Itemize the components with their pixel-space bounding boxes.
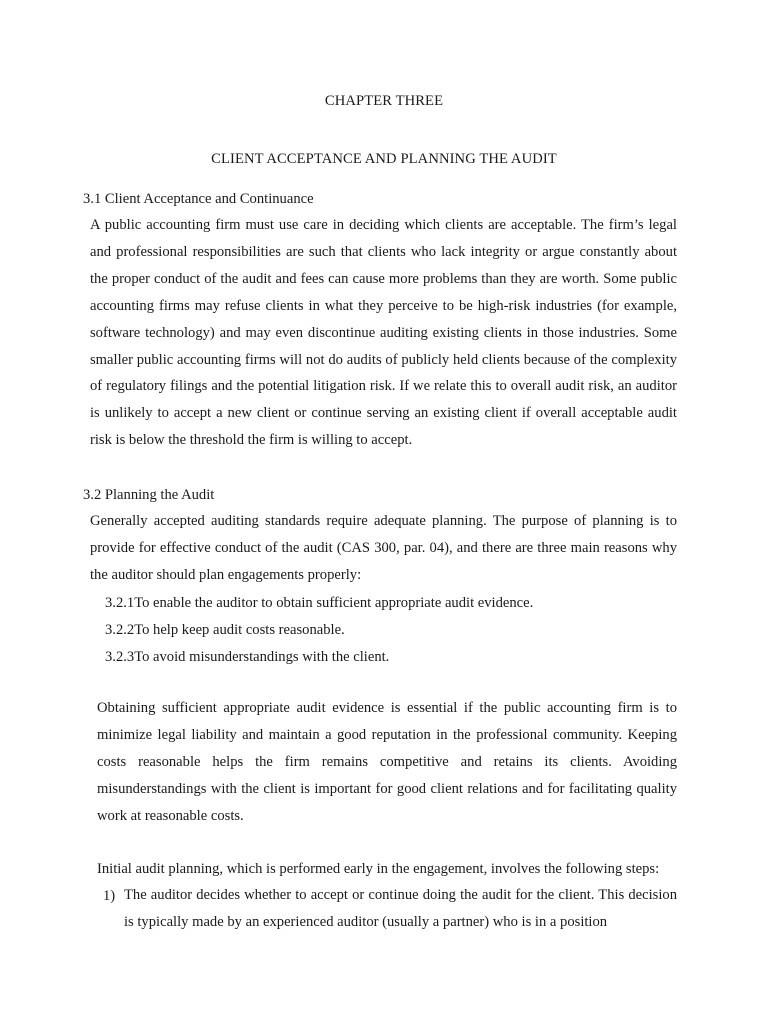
chapter-title: CLIENT ACCEPTANCE AND PLANNING THE AUDIT [211, 151, 557, 167]
section-3-2-heading: 3.2 Planning the Audit [83, 487, 215, 503]
section-3-2-paragraph: Generally accepted auditing standards require adequate planning. The purpose of planning is to provide for effective conduct of the audit (CAS 300, par. 04), and there are three main reasons why the auditor should plan engagements properly: [90, 513, 677, 583]
step-1-number: 1) [103, 888, 116, 904]
section-3-1-heading: 3.1 Client Acceptance and Continuance [83, 191, 314, 207]
evidence-paragraph: Obtaining sufficient appropriate audit evidence is essential if the public accounting firm is to minimize legal liability and maintain a good reputation in the professional community. Keeping costs reasonable helps the firm remains competitive and retains its clients. Avoiding misunderstandings with the client is important for good client relations and for facilitating quality work at reasonable costs. [97, 700, 677, 824]
initial-planning-intro: Initial audit planning, which is performed early in the engagement, involves the following steps: [97, 861, 660, 877]
reason-item-3: 3.2.3To avoid misunderstandings with the client. [105, 649, 390, 665]
reason-item-1: 3.2.1To enable the auditor to obtain sufficient appropriate audit evidence. [105, 595, 534, 611]
reason-item-2: 3.2.2To help keep audit costs reasonable. [105, 622, 345, 638]
chapter-label: CHAPTER THREE [324, 93, 444, 109]
step-1-text: The auditor decides whether to accept or continue doing the audit for the client. This decision is typically made by an experienced auditor (usually a partner) who is in a position [124, 887, 677, 930]
section-3-1-paragraph: A public accounting firm must use care in deciding which clients are acceptable. The firm’s legal and professional responsibilities are such that clients who lack integrity or argue constantly about the proper conduct of the audit and fees can cause more problems than they are worth. Some public accounting firms may refuse clients in what they perceive to be high-risk industries (for example, software technology) and may even discontinue auditing existing clients in those industries. Some smaller public accounting firms will not do audits of publicly held clients because of the complexity of regulatory filings and the potential litigation risk. If we relate this to overall audit risk, an auditor is unlikely to accept a new client or continue serving an existing client if overall acceptable audit risk is below the threshold the firm is willing to accept. [90, 217, 677, 449]
